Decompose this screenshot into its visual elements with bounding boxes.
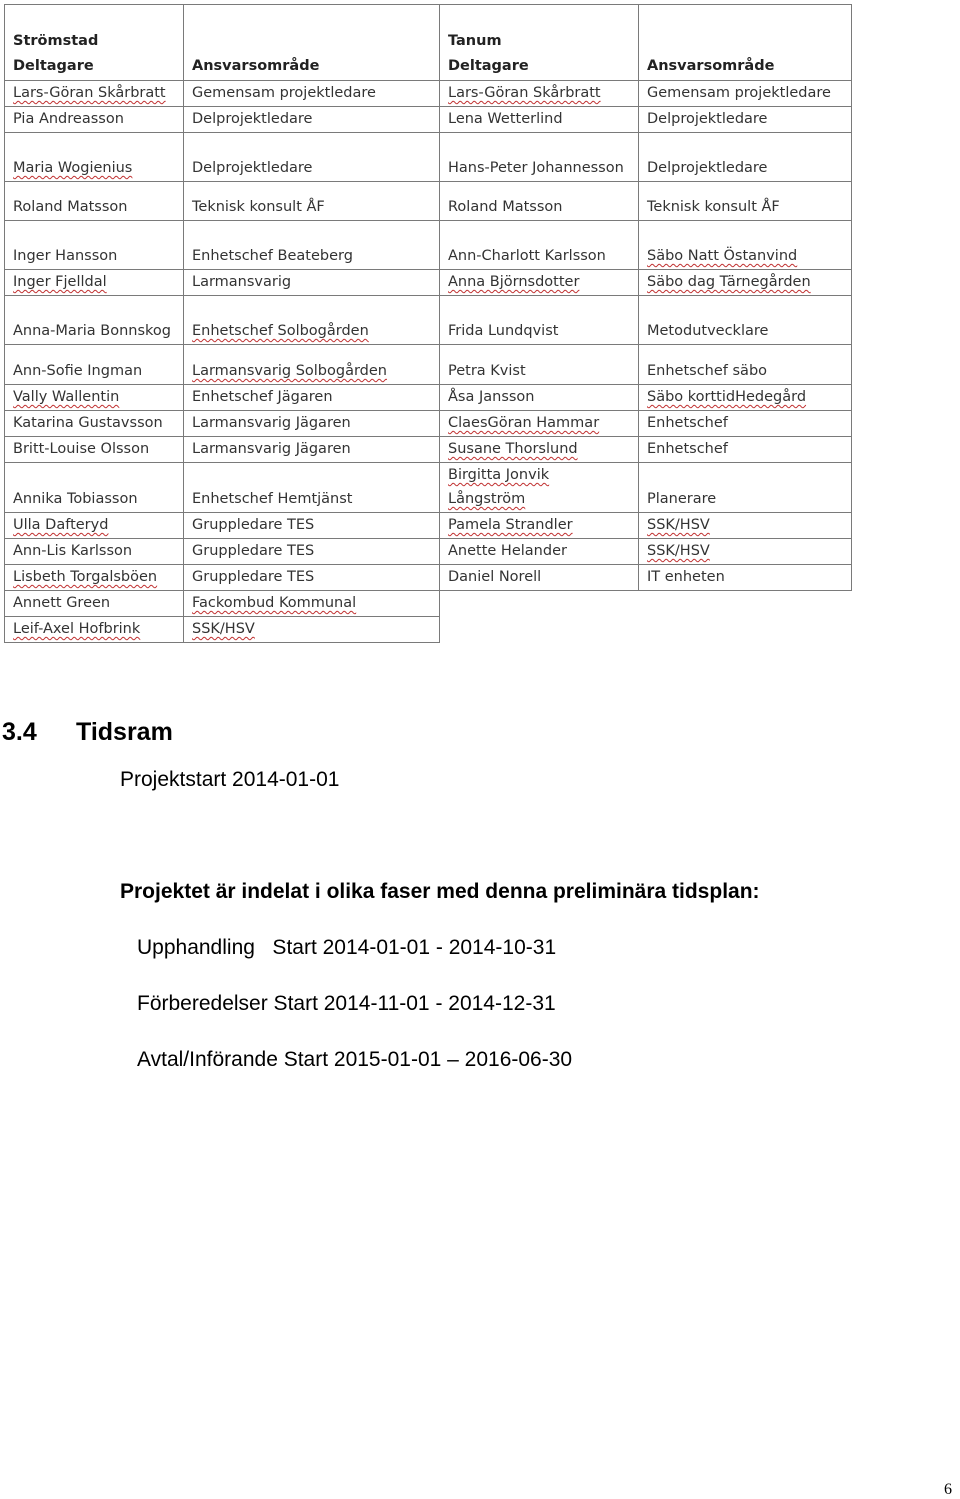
table-row [5,345,852,385]
table-cell: Britt-Louise Olsson [5,437,184,463]
table-cell [440,591,639,617]
table-row [5,182,852,221]
table-cell: Delprojektledare [639,107,852,133]
table-cell: Enhetschef Solbogården [184,296,440,345]
table-cell: Leif-Axel Hofbrink [5,617,184,643]
table-row [5,411,852,437]
header-cell: Ansvarsområde [639,5,852,81]
table-cell: Enhetschef Jägaren [184,385,440,411]
table-cell: Delprojektledare [639,133,852,182]
table-cell: Larmansvarig Jägaren [184,411,440,437]
table-row [5,565,852,591]
table-cell: Enhetschef Hemtjänst [184,463,440,513]
table-cell: Teknisk konsult ÅF [639,182,852,221]
table-cell: Metodutvecklare [639,296,852,345]
table-cell: Katarina Gustavsson [5,411,184,437]
header-cell: Strömstad Deltagare [5,5,184,81]
table-cell: Lars-Göran Skårbratt [440,81,639,107]
table-cell [639,617,852,643]
phase-forberedelser: Förberedelser Start 2014-11-01 - 2014-12-31 [137,992,556,1015]
table-cell: Larmansvarig Jägaren [184,437,440,463]
table-cell: Gruppledare TES [184,513,440,539]
table-body [5,81,852,643]
table-cell: Åsa Jansson [440,385,639,411]
table-cell: Daniel Norell [440,565,639,591]
table-cell: Pamela Strandler [440,513,639,539]
phases-intro: Projektet är indelat i olika faser med denna preliminära tidsplan: [120,880,760,903]
table-row [5,296,852,345]
table-cell: IT enheten [639,565,852,591]
table-cell: Gruppledare TES [184,565,440,591]
table-cell: Lisbeth Torgalsböen [5,565,184,591]
table-cell: Annett Green [5,591,184,617]
table-cell: Lars-Göran Skårbratt [5,81,184,107]
section-number: 3.4 [2,718,37,746]
table-cell: Roland Matsson [5,182,184,221]
page-number: 6 [944,1481,952,1498]
table-cell: Ann-Lis Karlsson [5,539,184,565]
project-start: Projektstart 2014-01-01 [120,768,340,791]
table-cell: Ulla Dafteryd [5,513,184,539]
table-cell: Säbo Natt Östanvind [639,221,852,270]
table-cell: Roland Matsson [440,182,639,221]
table-cell: Planerare [639,463,852,513]
table-cell [440,617,639,643]
table-cell: Säbo dag Tärnegården [639,270,852,296]
table-cell: Maria Wogienius [5,133,184,182]
section-title: Tidsram [76,718,173,746]
table-cell: Vally Wallentin [5,385,184,411]
table-cell: ClaesGöran Hammar [440,411,639,437]
table-row [5,437,852,463]
table-cell: Hans-Peter Johannesson [440,133,639,182]
table-cell: Annika Tobiasson [5,463,184,513]
phase-upphandling: Upphandling Start 2014-01-01 - 2014-10-31 [137,936,557,959]
table-cell: Lena Wetterlind [440,107,639,133]
table-row [5,107,852,133]
phase-avtal-inforande: Avtal/Införande Start 2015-01-01 – 2016-06-30 [137,1048,573,1071]
table-cell: SSK/HSV [184,617,440,643]
table-cell: Susane Thorslund [440,437,639,463]
table-row [5,221,852,270]
table-cell: Frida Lundqvist [440,296,639,345]
header-cell: Tanum Deltagare [440,5,639,81]
table-cell: Gemensam projektledare [639,81,852,107]
table-row [5,385,852,411]
table-cell: Larmansvarig [184,270,440,296]
table-cell: Enhetschef [639,411,852,437]
table-row [5,513,852,539]
table-row [5,539,852,565]
table-cell: Petra Kvist [440,345,639,385]
table-cell: Gemensam projektledare [184,81,440,107]
table-cell: Enhetschef [639,437,852,463]
header-cell: Ansvarsområde [184,5,440,81]
table-cell: Inger Hansson [5,221,184,270]
table-row [5,617,852,643]
table-row [5,591,852,617]
table-row [5,133,852,182]
table-cell: Anna-Maria Bonnskog [5,296,184,345]
table-cell: Inger Fjelldal [5,270,184,296]
table-cell: Fackombud Kommunal [184,591,440,617]
table-header-row [5,5,852,81]
table-cell: Birgitta Jonvik Långström [440,463,639,513]
table-cell: Gruppledare TES [184,539,440,565]
table-cell [639,591,852,617]
table-cell: Ann-Sofie Ingman [5,345,184,385]
table-cell: Larmansvarig Solbogården [184,345,440,385]
table-row [5,463,852,513]
table-cell: Anette Helander [440,539,639,565]
table-row [5,81,852,107]
table-cell: Anna Björnsdotter [440,270,639,296]
participants-table [4,4,852,643]
table-row [5,270,852,296]
table-cell: Enhetschef Beateberg [184,221,440,270]
table-cell: Delprojektledare [184,133,440,182]
table-cell: Säbo korttidHedegård [639,385,852,411]
table-cell: Delprojektledare [184,107,440,133]
table-cell: SSK/HSV [639,539,852,565]
table-cell: Enhetschef säbo [639,345,852,385]
table-cell: SSK/HSV [639,513,852,539]
table-cell: Teknisk konsult ÅF [184,182,440,221]
table-cell: Pia Andreasson [5,107,184,133]
table-cell: Ann-Charlott Karlsson [440,221,639,270]
